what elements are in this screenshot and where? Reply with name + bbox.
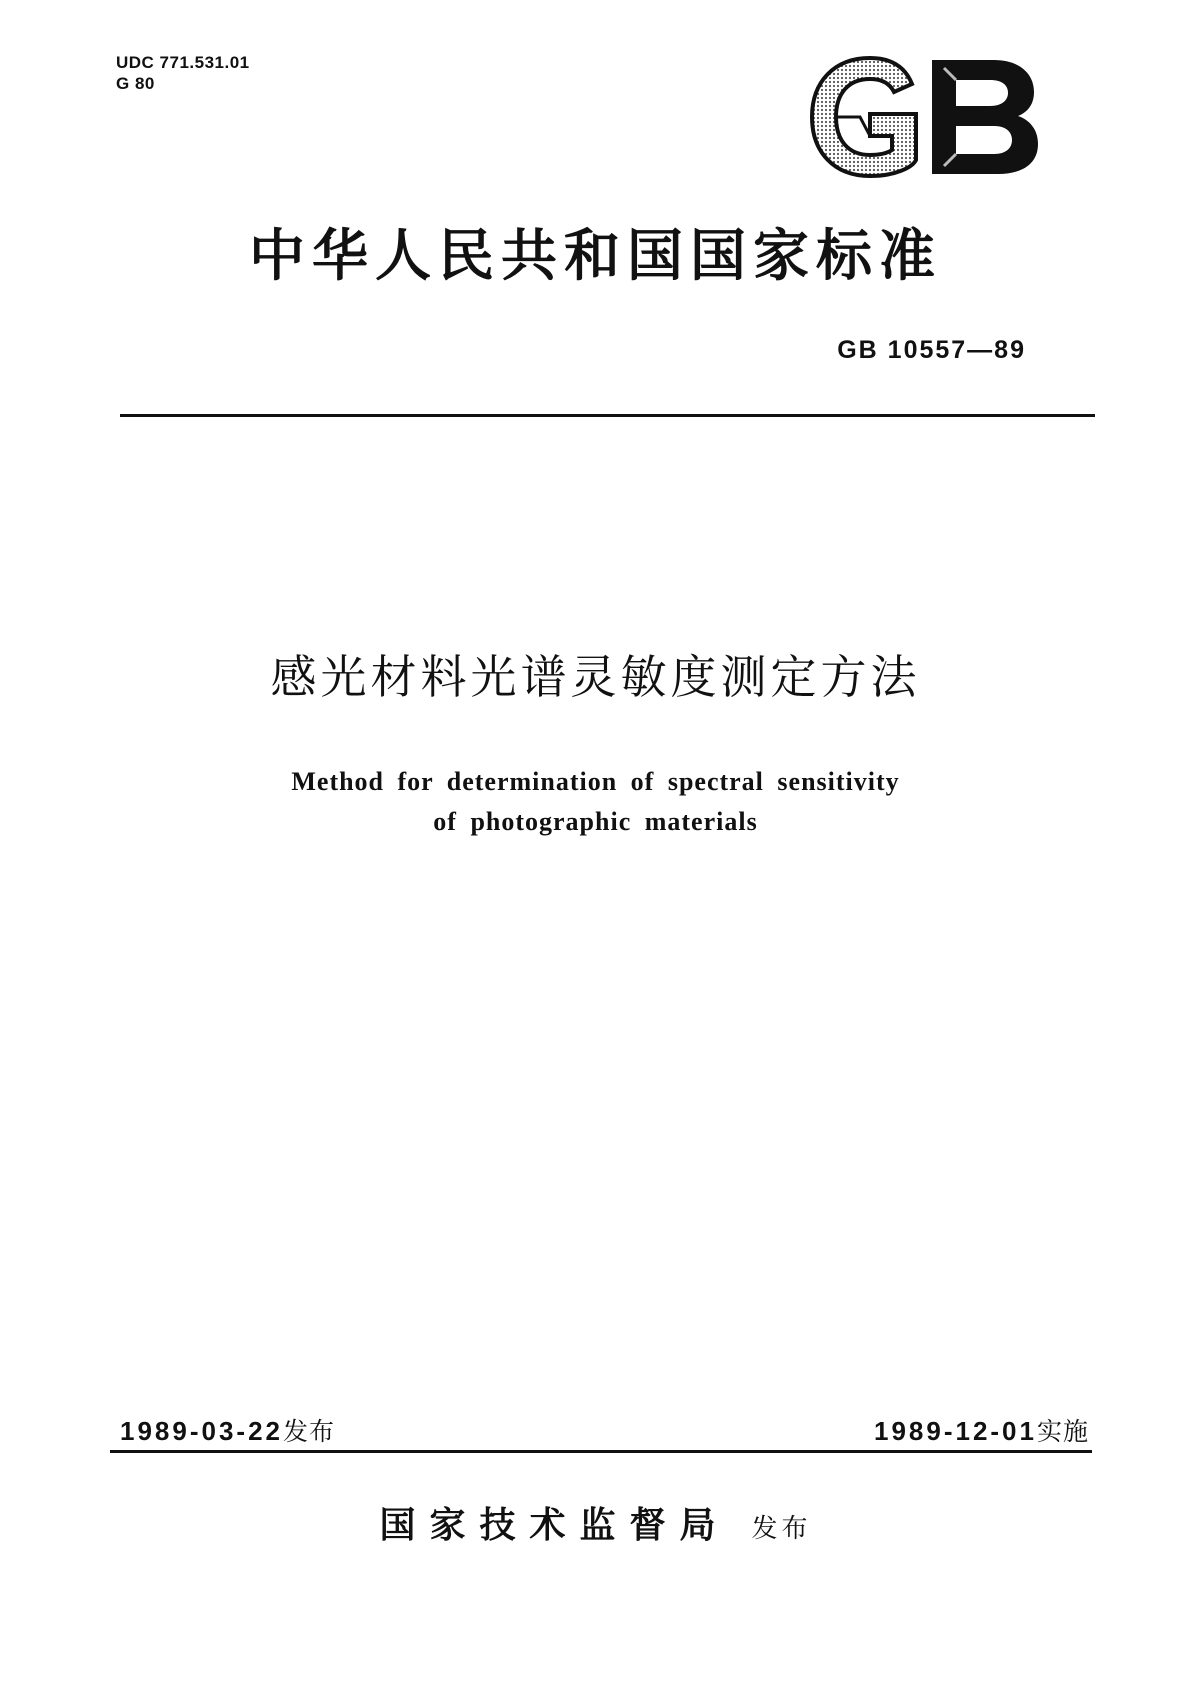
implementation-date-value: 1989-12-01 — [873, 1416, 1037, 1446]
publisher-line — [0, 1500, 1191, 1554]
issue-date — [120, 1412, 335, 1448]
publisher-name: 国家技术监督局 — [379, 1504, 730, 1546]
udc-code: UDC 771.531.01 — [116, 53, 250, 72]
classification-code: G 80 — [116, 74, 155, 93]
gb-logo — [808, 56, 1040, 178]
header-divider — [120, 414, 1095, 417]
chinese-title: 感光材料光谱灵敏度测定方法 — [270, 650, 921, 704]
implementation-date-label: 实施 — [1036, 1417, 1089, 1446]
national-standard-heading: 中华人民共和国国家标准 — [249, 224, 942, 289]
english-title-line-2: of photographic materials — [433, 807, 758, 836]
english-title — [0, 762, 1191, 842]
standard-number: GB 10557—89 — [837, 336, 1026, 364]
issue-date-value: 1989-03-22 — [120, 1416, 283, 1446]
issue-date-label: 发布 — [283, 1417, 336, 1446]
implementation-date — [874, 1412, 1089, 1448]
udc-block — [116, 52, 250, 94]
english-title-line-1: Method for determination of spectral sensitivity — [291, 767, 900, 796]
footer-divider — [110, 1450, 1092, 1453]
publisher-action: 发布 — [751, 1514, 812, 1544]
